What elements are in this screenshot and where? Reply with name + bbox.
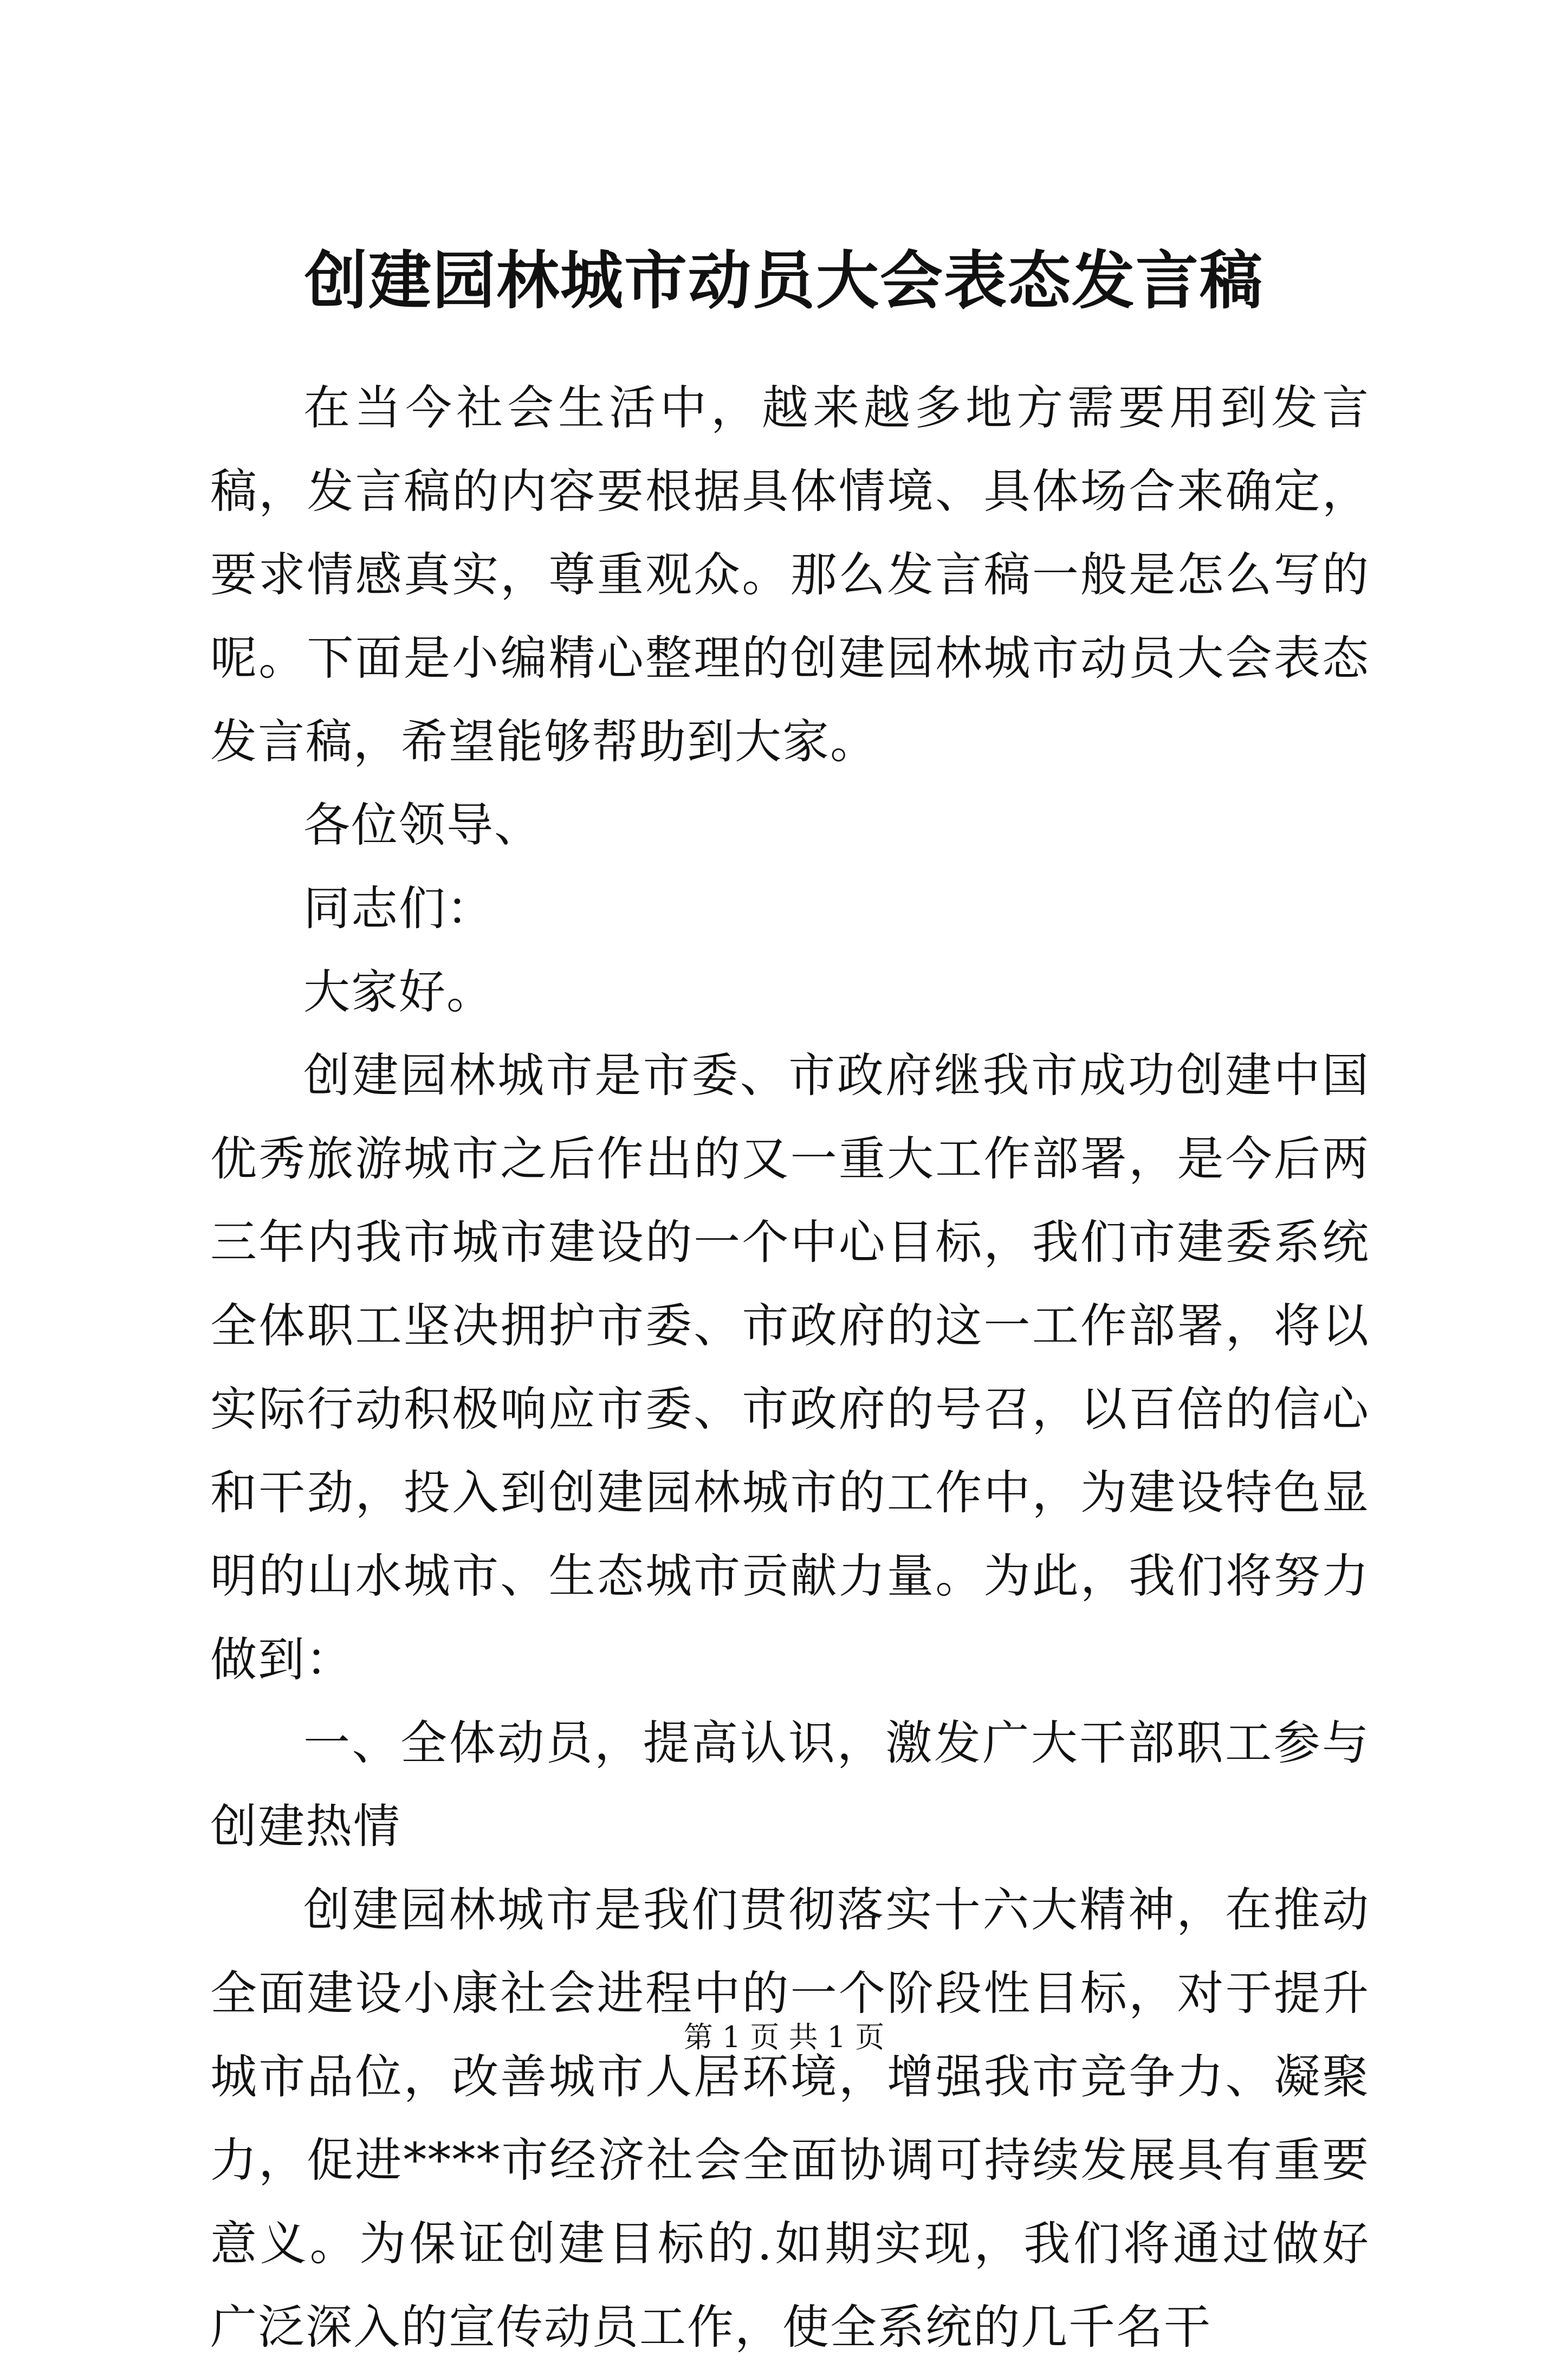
salutation-comrades: 同志们： — [303, 882, 494, 936]
document-body — [210, 366, 1370, 2369]
body-paragraph: 创建园林城市是市委、市政府继我市成功创建中国优秀旅游城市之后作出的又一重大工作部署，是今后两三年内我市城市建设的一个中心目标，我们市建委系统全体职工坚决拥护市委、市政府的这一工作部署，将以实际行动积极响应市委、市政府的号召，以百倍的信心和干劲，投入到创建园林城市的工作中，为建设特色显明的山水城市、生态城市贡献力量。为此，我们将努力做到： — [210, 1048, 1370, 1687]
greeting: 大家好。 — [303, 965, 494, 1019]
document-title: 创建园林城市动员大会表态发言稿 — [304, 244, 1264, 318]
section-heading: 一、全体动员，提高认识，激发广大干部职工参与创建热情 — [210, 1716, 1370, 1854]
intro-paragraph: 在当今社会生活中，越来越多地方需要用到发言稿，发言稿的内容要根据具体情境、具体场合来确定，要求情感真实，尊重观众。那么发言稿一般是怎么写的呢。下面是小编精心整理的创建园林城市动员大会表态发言稿，希望能够帮助到大家。 — [210, 381, 1370, 769]
salutation-leaders: 各位领导、 — [303, 798, 542, 852]
page-number-footer: 第 1 页 共 1 页 — [683, 2020, 885, 2054]
body-paragraph: 创建园林城市是我们贯彻落实十六大精神，在推动全面建设小康社会进程中的一个阶段性目标，对于提升城市品位，改善城市人居环境，增强我市竞争力、凝聚力，促进****市经济社会全面协调可持续发展具有重要意义。为保证创建目标的.如期实现，我们将通过做好广泛深入的宣传动员工作，使全系统的几千名干 — [210, 1883, 1370, 2354]
